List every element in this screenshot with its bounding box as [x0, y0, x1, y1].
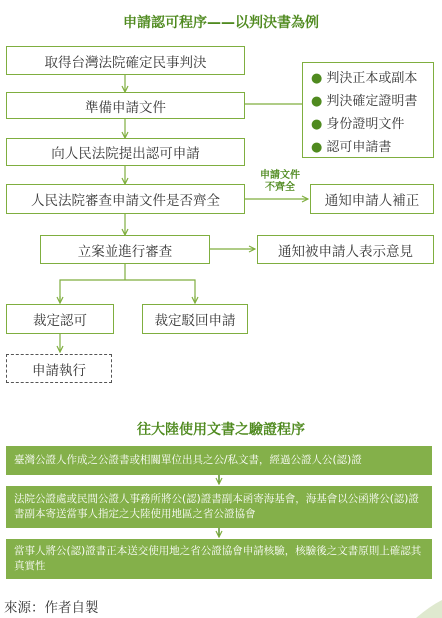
document-item [311, 67, 433, 90]
step-reject [142, 304, 248, 334]
source-caption: 來源：作者自製 [4, 600, 99, 616]
step-notify-respondent [257, 235, 434, 264]
bullet-icon: ● [311, 117, 323, 132]
step-label: 裁定駁回申請 [154, 313, 236, 329]
corner-decoration [416, 600, 442, 618]
document-item [311, 113, 433, 136]
step-docket-review [40, 235, 210, 264]
document-label: 認可申請書 [326, 140, 392, 155]
step-label: 裁定認可 [33, 313, 87, 329]
step-label: 取得台灣法院確定民事判決 [44, 54, 207, 71]
document-item [311, 136, 433, 159]
step-text: 臺灣公證人作成之公證書或相關單位出具之公/私文書，經過公證人公(認)證 [14, 454, 362, 466]
incomplete-note [252, 170, 308, 194]
branch-bar [60, 280, 195, 302]
note-line: 申請文件 [260, 170, 300, 181]
bullet-icon: ● [311, 71, 323, 86]
verification-step-3 [6, 539, 432, 579]
diagram1-title: 申請認可程序——以判決書為例 [123, 15, 319, 31]
step-prepare-documents [6, 92, 245, 119]
document-label: 判決確定證明書 [326, 94, 418, 109]
document-label: 身份證明文件 [326, 117, 405, 132]
verification-step-2 [6, 486, 432, 528]
required-documents-list [302, 62, 434, 158]
step-approve [6, 304, 114, 334]
step-obtain-judgment [6, 46, 245, 75]
bullet-icon: ● [311, 140, 323, 155]
step-label: 申請執行 [32, 362, 86, 379]
step-label: 向人民法院提出認可申請 [51, 146, 200, 162]
document-item [311, 90, 433, 113]
step-notify-supplement [310, 184, 434, 214]
step-label: 人民法院審查申請文件是否齊全 [31, 193, 220, 209]
step-submit-application [6, 138, 245, 166]
step-label: 準備申請文件 [85, 99, 166, 116]
step-review-documents [6, 184, 245, 214]
step-execute [6, 354, 112, 383]
step-text: 法院公證處或民間公證人事務所將公(認)證書副本函寄海基會，海基會以公函將公(認)證書副本寄送當事人指定之大陸使用地區之省公證協會 [14, 493, 419, 520]
step-label: 通知申請人補正 [324, 193, 420, 209]
bullet-icon: ● [311, 94, 323, 109]
note-line: 不齊全 [265, 182, 295, 193]
document-label: 判決正本或副本 [326, 71, 418, 86]
diagram2-title: 往大陸使用文書之驗證程序 [137, 422, 305, 438]
verification-step-1 [6, 446, 432, 475]
step-text: 當事人將公(認)證書正本送交使用地之省公證協會申請核驗，核驗後之文書原則上確認其真實性 [14, 545, 422, 572]
step-label: 立案並進行審查 [77, 243, 173, 260]
step-label: 通知被申請人表示意見 [278, 243, 413, 260]
